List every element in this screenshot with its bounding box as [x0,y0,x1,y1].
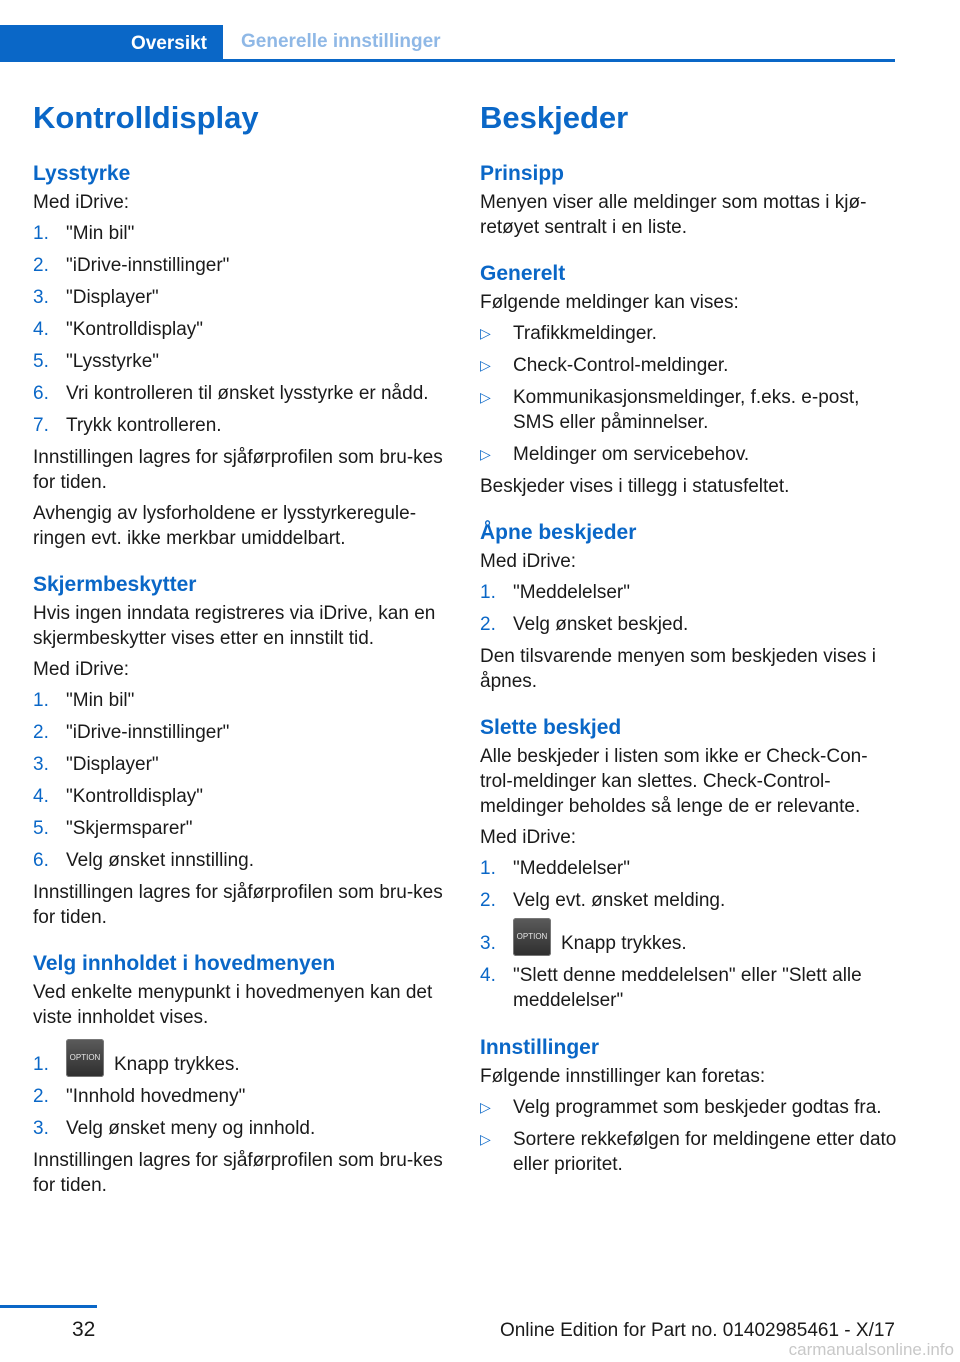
triangle-bullet-icon: ▷ [480,357,491,373]
paragraph: Avhengig av lysforholdene er lysstyrkeregule-ringen evt. ikke merkbar umiddelbart. [33,503,417,549]
paragraph: Menyen viser alle meldinger som mottas i kjø-retøyet sentralt i en liste. [480,192,867,238]
list-item: 3. Velg ønsket meny og innhold. [33,1118,316,1139]
triangle-bullet-icon: ▷ [480,389,491,405]
steps-list [480,856,898,1013]
steps-list [480,580,898,637]
right-column [480,98,898,1184]
list-item: 2. Velg ønsket beskjed. [480,614,689,635]
list-item: 2. "Innhold hovedmeny" [33,1086,246,1107]
option-button-icon: OPTION [513,918,551,956]
paragraph: Den tilsvarende menyen som beskjeden vises i åpnes. [480,646,877,692]
paragraph: Med iDrive: [480,551,577,572]
list-item: 6. Velg ønsket innstilling. [33,850,254,871]
list-item: 3. OPTION Knapp trykkes. [480,931,898,956]
bullet-list [480,1095,898,1177]
paragraph: Innstillingen lagres for sjåførprofilen som bru-kes for tiden. [33,1150,443,1196]
paragraph: Innstillingen lagres for sjåførprofilen som bru-kes for tiden. [33,447,443,493]
tab-generelle-innstillinger[interactable]: Generelle innstillinger [223,25,895,62]
heading-innstillinger: Innstillinger [480,1036,600,1059]
list-item: 2. Velg evt. ønsket melding. [480,890,726,911]
paragraph: Hvis ingen inndata registreres via iDrive, kan en skjermbeskytter vises etter en innstilt tid. [33,603,436,649]
paragraph: Følgende meldinger kan vises: [480,292,739,313]
heading-slette-beskjed: Slette beskjed [480,716,622,739]
paragraph: Med iDrive: [480,827,577,848]
list-item: 1. "Meddelelser" [480,582,630,603]
heading-apne-beskjeder: Åpne beskjeder [480,521,637,544]
paragraph: Med iDrive: [33,659,130,680]
list-item: ▷ Velg programmet som beskjeder godtas fra. [480,1097,882,1118]
list-item: ▷ Kommunikasjonsmeldinger, f.eks. e-post, SMS eller påminnelser. [480,387,860,433]
list-item: 4. "Kontrolldisplay" [33,786,204,807]
heading-lysstyrke: Lysstyrke [33,162,131,185]
page-number: 32 [72,1318,96,1341]
list-item: 6. Vri kontrolleren til ønsket lysstyrke er nådd. [33,383,429,404]
paragraph: Alle beskjeder i listen som ikke er Check-Con-trol-meldinger kan slettes. Check-Control-meldinger beholdes så lenge de er relevante. [480,746,868,817]
paragraph: Innstillingen lagres for sjåførprofilen som bru-kes for tiden. [33,882,443,928]
steps-list [33,1052,451,1141]
heading-prinsipp: Prinsipp [480,162,565,185]
triangle-bullet-icon: ▷ [480,325,491,341]
list-item: 4. "Slett denne meddelelsen" eller "Slett alle meddelelser" [480,965,862,1011]
paragraph: Beskjeder vises i tillegg i statusfeltet. [480,476,790,497]
list-item: ▷ Check-Control-meldinger. [480,355,729,376]
list-item: 1. "Min bil" [33,223,135,244]
list-item: ▷ Sortere rekkefølgen for meldingene etter dato eller prioritet. [480,1129,897,1175]
watermark: carmanualsonline.info [788,1340,954,1359]
steps-list [33,221,451,438]
list-item: ▷ Trafikkmeldinger. [480,323,657,344]
list-item: ▷ Meldinger om servicebehov. [480,444,750,465]
heading-velg-innholdet: Velg innholdet i hovedmenyen [33,952,336,975]
paragraph: Følgende innstillinger kan foretas: [480,1066,766,1087]
left-column [33,98,451,1204]
list-item: 4. "Kontrolldisplay" [33,319,204,340]
triangle-bullet-icon: ▷ [480,1131,491,1147]
section-title-kontrolldisplay: Kontrolldisplay [33,100,259,135]
triangle-bullet-icon: ▷ [480,446,491,462]
list-item: 1. "Min bil" [33,690,135,711]
paragraph: Ved enkelte menypunkt i hovedmenyen kan det viste innholdet vises. [33,982,433,1028]
list-item: 1. OPTION Knapp trykkes. [33,1052,451,1077]
list-item: 2. "iDrive-innstillinger" [33,722,230,743]
list-item: 3. "Displayer" [33,754,159,775]
heading-skjermbeskytter: Skjermbeskytter [33,573,197,596]
list-item: 2. "iDrive-innstillinger" [33,255,230,276]
footer-edition: Online Edition for Part no. 01402985461 - X/17 [499,1320,895,1341]
paragraph: Med iDrive: [33,192,130,213]
steps-list [33,688,451,873]
option-button-icon: OPTION [66,1039,104,1077]
triangle-bullet-icon: ▷ [480,1099,491,1115]
list-item: 7. Trykk kontrolleren. [33,415,222,436]
list-item: 5. "Skjermsparer" [33,818,193,839]
page-header [0,0,960,64]
heading-generelt: Generelt [480,262,566,285]
section-title-beskjeder: Beskjeder [480,100,629,135]
bullet-list [480,321,898,467]
list-item: 5. "Lysstyrke" [33,351,160,372]
footer-divider [0,1305,97,1308]
tab-oversikt[interactable]: Oversikt [0,25,223,62]
list-item: 1. "Meddelelser" [480,858,630,879]
list-item: 3. "Displayer" [33,287,159,308]
